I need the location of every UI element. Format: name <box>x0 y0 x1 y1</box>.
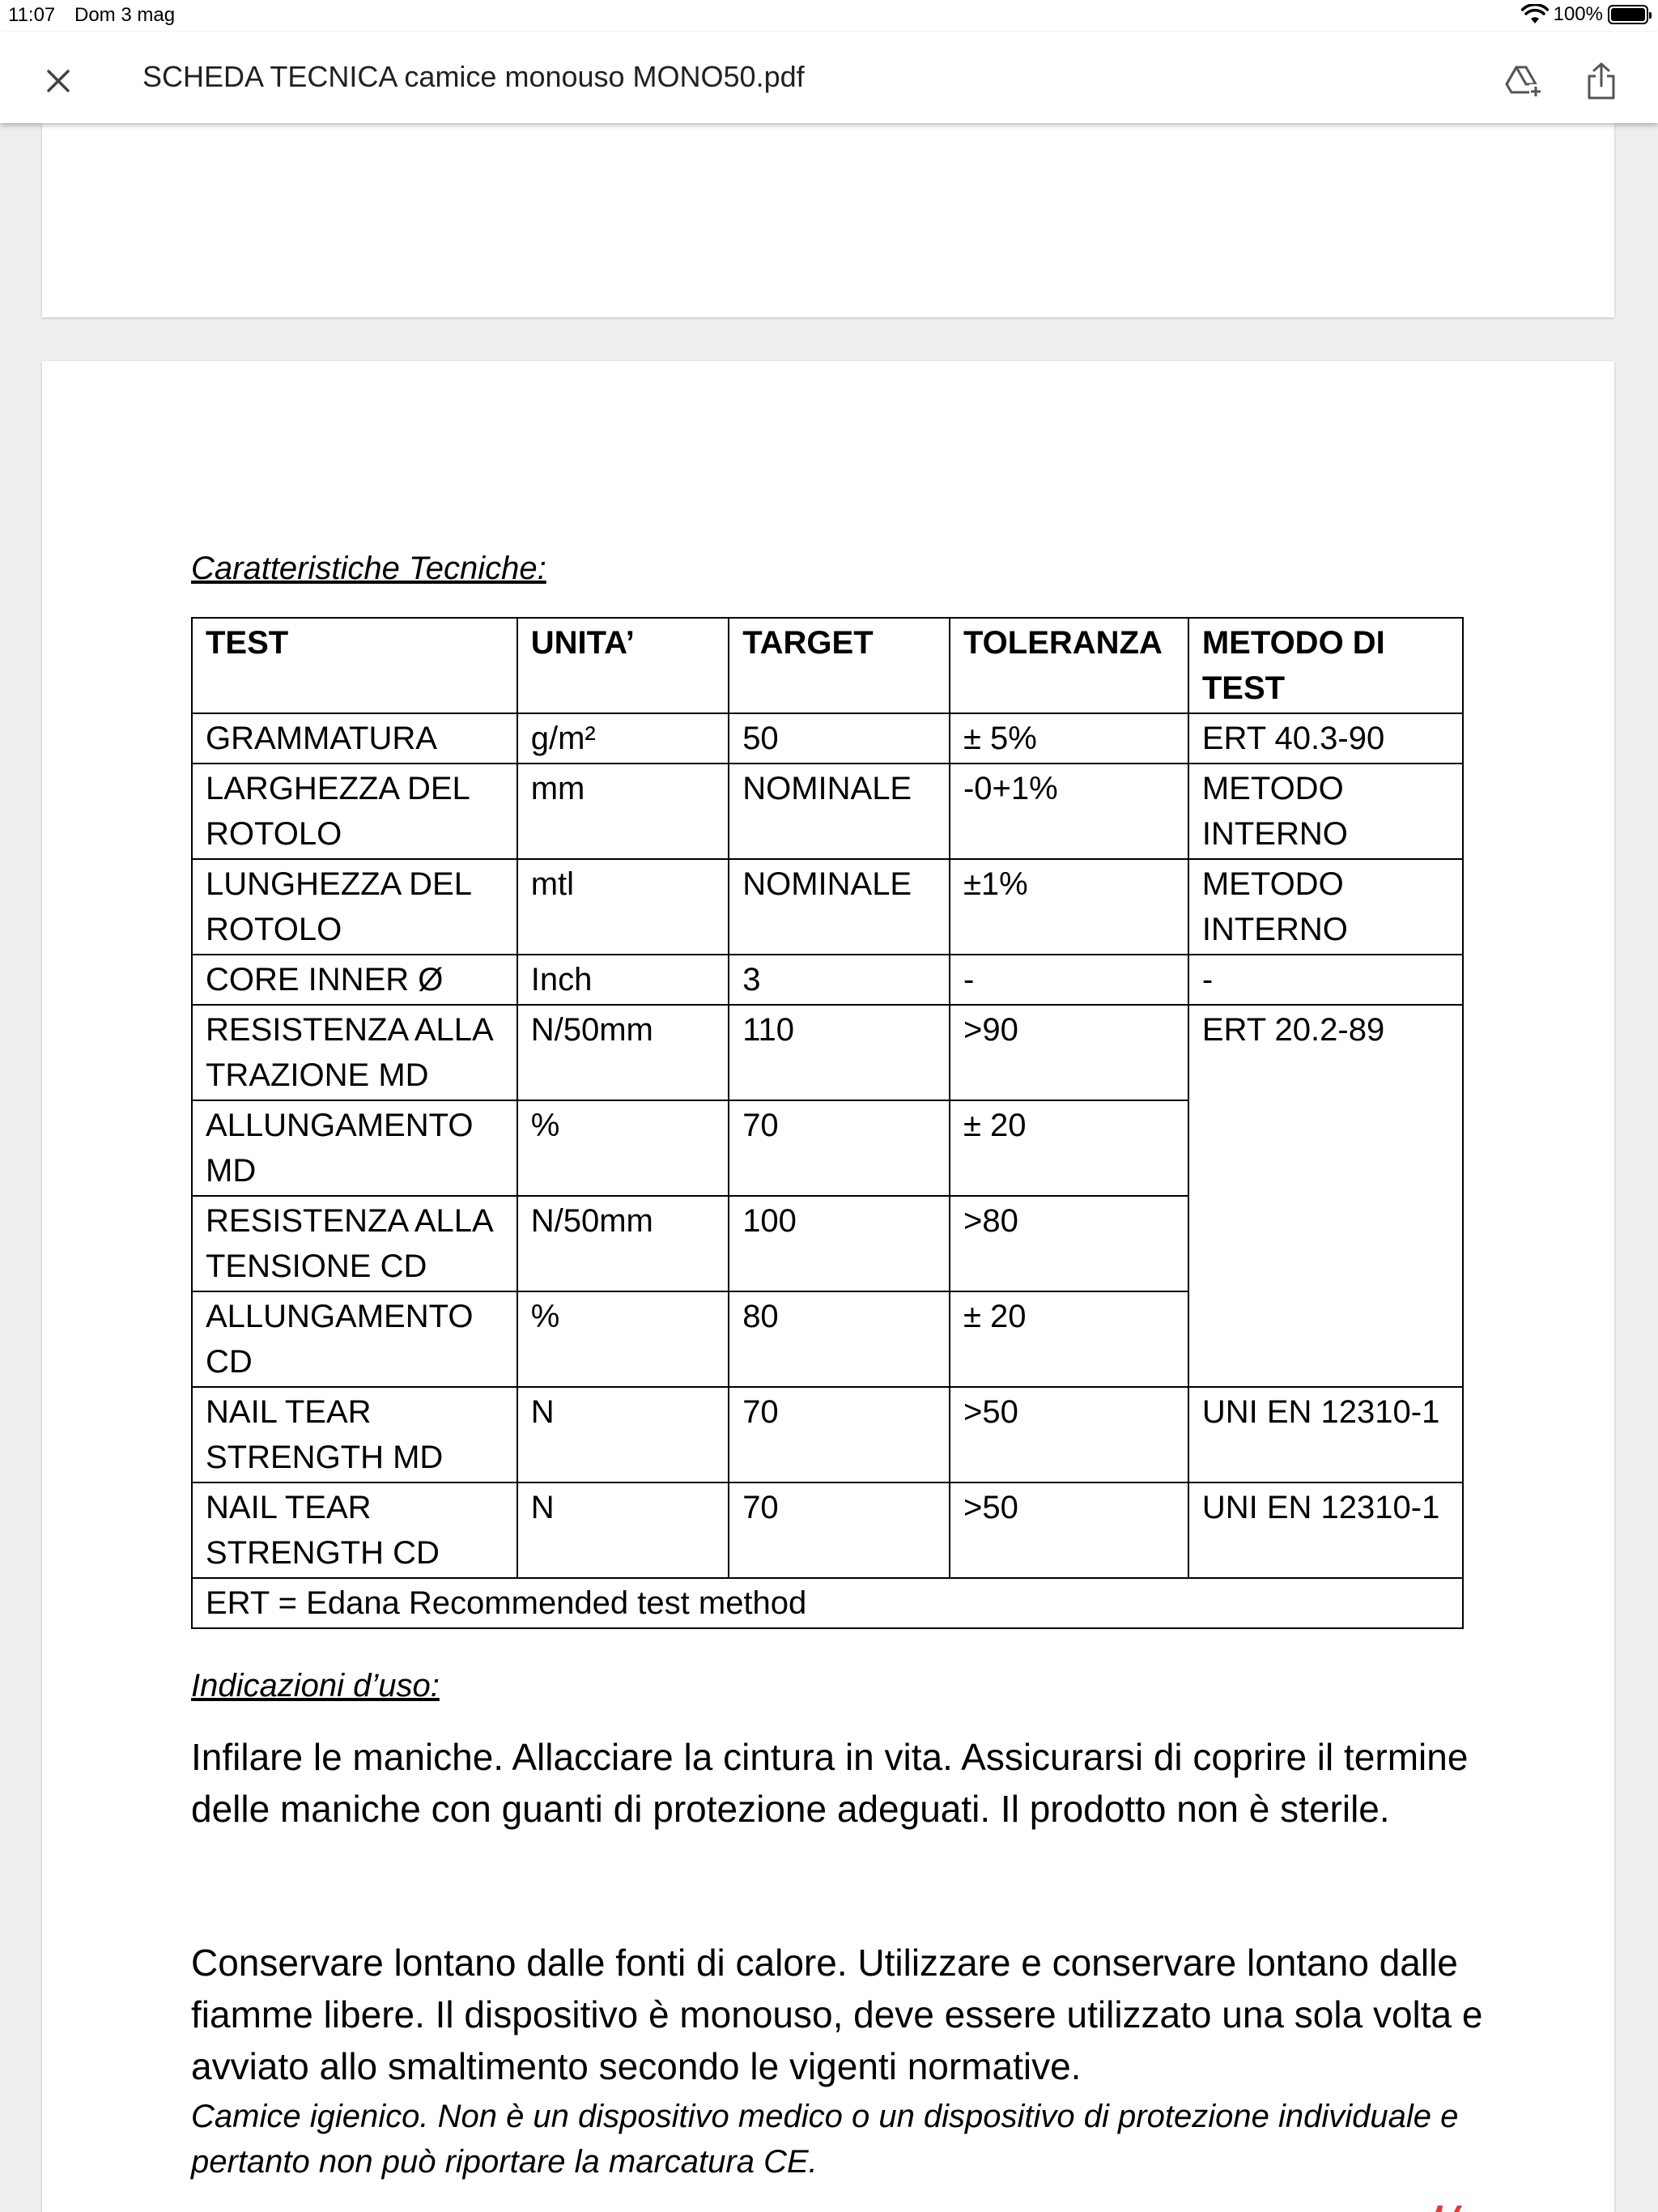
cell-test: RESISTENZA ALLA TENSIONE CD <box>192 1196 517 1291</box>
table-row <box>192 713 1463 764</box>
header-test: TEST <box>192 618 517 713</box>
specs-table <box>191 617 1464 1629</box>
cell-test: CORE INNER Ø <box>192 955 517 1005</box>
cell-target: 80 <box>729 1291 950 1387</box>
cell-method: ERT 40.3-90 <box>1188 713 1463 764</box>
cell-unit: mtl <box>517 859 729 955</box>
cell-target: 50 <box>729 713 950 764</box>
viewer-toolbar <box>0 32 1658 123</box>
cell-method: - <box>1188 955 1463 1005</box>
usage-paragraph-1: Infilare le maniche. Allacciare la cintura in vita. Assicurarsi di coprire il termine delle maniche con guanti di protezione adeguati. Il prodotto non è sterile. <box>191 1736 1469 1830</box>
table-header-row <box>192 618 1463 713</box>
cell-target: 110 <box>729 1005 950 1100</box>
table-row <box>192 1482 1463 1578</box>
close-icon <box>46 69 70 93</box>
cell-unit: N <box>517 1482 729 1578</box>
cell-test: ALLUNGAMENTO CD <box>192 1291 517 1387</box>
table-footnote: ERT = Edana Recommended test method <box>192 1578 1463 1628</box>
cell-target: 70 <box>729 1482 950 1578</box>
document-title: SCHEDA TECNICA camice monouso MONO50.pdf <box>142 60 805 93</box>
table-row <box>192 955 1463 1005</box>
cell-unit: N/50mm <box>517 1196 729 1291</box>
cell-unit: % <box>517 1100 729 1196</box>
status-right <box>1521 3 1648 26</box>
cell-tolerance: >50 <box>950 1387 1188 1482</box>
cell-unit: Inch <box>517 955 729 1005</box>
table-row <box>192 859 1463 955</box>
cell-test: GRAMMATURA <box>192 713 517 764</box>
usage-paragraph-2: Conservare lontano dalle fonti di calore. Utilizzare e conservare lontano dalle fiamme libere. Il dispositivo è monouso, deve essere utilizzato una sola volta e avviato allo smaltimento secondo le vigenti normative. <box>191 1942 1483 2087</box>
cell-target: 100 <box>729 1196 950 1291</box>
previous-page <box>42 123 1614 317</box>
cell-tolerance: >50 <box>950 1482 1188 1578</box>
cell-method: UNI EN 12310-1 <box>1188 1387 1463 1482</box>
cell-target: NOMINALE <box>729 764 950 859</box>
technical-features-heading: Caratteristiche Tecniche: <box>191 551 546 586</box>
cell-method: METODO INTERNO <box>1188 859 1463 955</box>
cell-tolerance: ± 20 <box>950 1100 1188 1196</box>
header-method: METODO DI TEST <box>1188 618 1463 713</box>
cell-unit: % <box>517 1291 729 1387</box>
battery-icon <box>1608 5 1648 24</box>
usage-heading: Indicazioni d’uso: <box>191 1668 440 1704</box>
cell-test: NAIL TEAR STRENGTH CD <box>192 1482 517 1578</box>
cell-unit: N <box>517 1387 729 1482</box>
cell-target: NOMINALE <box>729 859 950 955</box>
hygiene-note: Camice igienico. Non è un dispositivo medico o un dispositivo di protezione individuale e pertanto non può riportare la marcatura CE. <box>191 2099 1459 2180</box>
cell-test: ALLUNGAMENTO MD <box>192 1100 517 1196</box>
status-time: 11:07 <box>8 4 56 26</box>
status-bar <box>0 0 1658 32</box>
cell-unit: g/m² <box>517 713 729 764</box>
cell-test: LARGHEZZA DEL ROTOLO <box>192 764 517 859</box>
cell-test: NAIL TEAR STRENGTH MD <box>192 1387 517 1482</box>
cell-method-merged: ERT 20.2-89 <box>1188 1005 1463 1387</box>
cell-tolerance: ±1% <box>950 859 1188 955</box>
cell-unit: mm <box>517 764 729 859</box>
header-tolerance: TOLERANZA <box>950 618 1188 713</box>
cell-method: UNI EN 12310-1 <box>1188 1482 1463 1578</box>
cell-target: 3 <box>729 955 950 1005</box>
document-page <box>42 361 1614 2212</box>
table-row <box>192 1005 1463 1100</box>
share-button[interactable] <box>1577 57 1626 105</box>
header-unit: UNITA’ <box>517 618 729 713</box>
cell-tolerance: >80 <box>950 1196 1188 1291</box>
cell-tolerance: >90 <box>950 1005 1188 1100</box>
cell-test: RESISTENZA ALLA TRAZIONE MD <box>192 1005 517 1100</box>
share-icon <box>1585 62 1618 100</box>
cell-method: METODO INTERNO <box>1188 764 1463 859</box>
cell-target: 70 <box>729 1100 950 1196</box>
logo-fragment-icon <box>1433 2204 1469 2212</box>
wifi-icon <box>1521 4 1549 25</box>
table-row <box>192 1387 1463 1482</box>
battery-percentage: 100% <box>1553 3 1603 25</box>
cell-test: LUNGHEZZA DEL ROTOLO <box>192 859 517 955</box>
cell-tolerance: ± 20 <box>950 1291 1188 1387</box>
add-to-drive-icon <box>1505 65 1542 97</box>
cell-tolerance: -0+1% <box>950 764 1188 859</box>
status-date: Dom 3 mag <box>74 4 176 26</box>
close-button[interactable] <box>36 58 81 104</box>
cell-tolerance: - <box>950 955 1188 1005</box>
header-target: TARGET <box>729 618 950 713</box>
add-to-drive-button[interactable] <box>1499 57 1548 105</box>
cell-tolerance: ± 5% <box>950 713 1188 764</box>
cell-unit: N/50mm <box>517 1005 729 1100</box>
table-row <box>192 764 1463 859</box>
cell-target: 70 <box>729 1387 950 1482</box>
table-footnote-row <box>192 1578 1463 1628</box>
